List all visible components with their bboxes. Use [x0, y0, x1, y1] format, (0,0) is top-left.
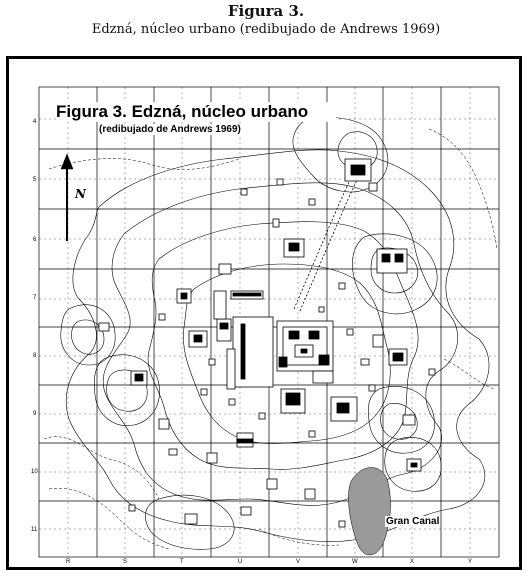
- map-subtitle: (redibujado de Andrews 1969): [99, 124, 241, 135]
- row-label: 8: [33, 353, 37, 359]
- row-label: 5: [33, 177, 37, 183]
- col-label: Y: [468, 559, 473, 565]
- col-label: W: [352, 559, 358, 565]
- col-label: U: [238, 559, 243, 565]
- row-labels: [31, 119, 38, 533]
- north-arrow: [61, 154, 73, 241]
- col-label: R: [66, 559, 71, 565]
- gran-canal: [348, 467, 390, 554]
- site-map: [9, 59, 519, 567]
- row-label: 6: [33, 237, 37, 243]
- gran-canal-label: Gran Canal: [386, 516, 440, 527]
- col-label: S: [123, 559, 128, 565]
- row-label: 10: [31, 469, 38, 475]
- figure-caption-subtitle: Edzná, núcleo urbano (redibujado de Andrews 1969): [91, 22, 441, 37]
- structures: [99, 159, 435, 527]
- map-title: Figura 3. Edzná, núcleo urbano: [56, 102, 336, 122]
- col-labels: [66, 559, 472, 565]
- row-label: 11: [31, 527, 38, 533]
- north-label: N: [75, 187, 86, 201]
- map-frame: [6, 56, 522, 570]
- row-label: 4: [33, 119, 37, 125]
- row-label: 9: [33, 411, 37, 417]
- col-label: V: [296, 559, 301, 565]
- col-label: T: [180, 559, 184, 565]
- figure-caption-title: Figura 3.: [227, 2, 305, 20]
- row-label: 7: [33, 295, 37, 301]
- col-label: X: [410, 559, 415, 565]
